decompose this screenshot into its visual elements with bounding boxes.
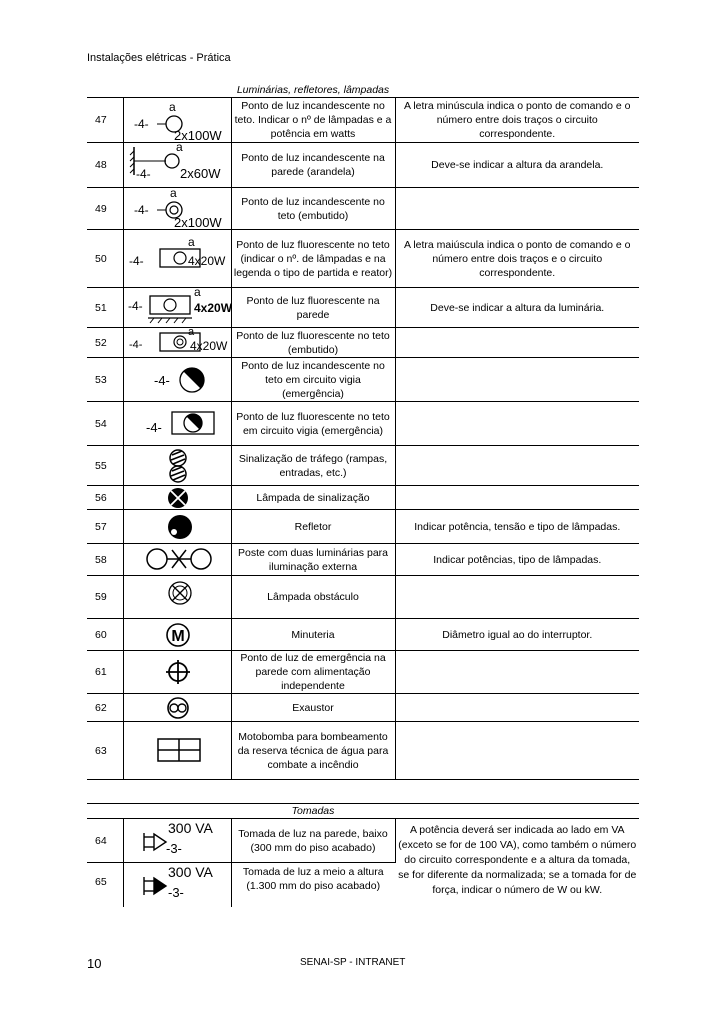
section-title: Luminárias, refletores, lâmpadas: [236, 84, 390, 96]
fluorescent-embedded-symbol: [123, 328, 231, 358]
table-row: 52 -4- a 4x20W Ponto de luz fluorescente no teto (embutido): [87, 328, 639, 358]
svg-text:M: M: [170, 628, 185, 645]
table-row: 55 Sinalização de tráfego (rampas, entradas, etc.): [87, 446, 639, 486]
table-row: 56 Lâmpada de sinalização: [87, 486, 639, 510]
svg-text:-3-: -3-: [167, 885, 184, 900]
signal-lamp-symbol: [123, 486, 231, 510]
svg-text:a: a: [187, 326, 194, 338]
table-row: 65 300 VA -3- Tomada de luz a meio a altura (1.300 mm do piso acabado): [87, 863, 639, 907]
svg-text:2x100W: 2x100W: [173, 128, 222, 143]
svg-text:2x100W: 2x100W: [173, 215, 222, 230]
table-row: 48 -4- a 2x60W Ponto de luz incandescente na parede (arandela) Deve-se indicar a altura da arandela.: [87, 143, 639, 188]
svg-text:300 VA: 300 VA: [167, 820, 213, 836]
incandescent-ceiling-symbol: [123, 98, 231, 143]
traffic-signal-symbol: [123, 446, 231, 486]
timer-switch-symbol: [123, 619, 231, 651]
outlet-low-symbol: [123, 819, 231, 863]
svg-text:-4-: -4-: [128, 339, 142, 351]
table-row: 50 -4- a 4x20W Ponto de luz fluorescente no teto (indicar o nº. de lâmpadas e na legenda o tipo de partida e reator) A letra maiúscula indica o ponto de comando e o número entre dois traços e o circuito correspondente.: [87, 230, 639, 288]
svg-text:4x20W: 4x20W: [189, 339, 227, 353]
table-row: 60 M Minuteria Diâmetro igual ao do interruptor.: [87, 619, 639, 651]
table-row: 61 Ponto de luz de emergência na parede com alimentação independente: [87, 651, 639, 694]
footer-source: SENAI-SP - INTRANET: [300, 957, 406, 968]
svg-text:4x20W: 4x20W: [187, 253, 225, 268]
svg-text:a: a: [168, 100, 176, 114]
table-row: 59 Lâmpada obstáculo: [87, 576, 639, 619]
table-row: 64 300 VA -3- Tomada de luz na parede, baixo (300 mm do piso acabado) A potência deverá ser indicada ao lado em VA (exceto se for de 100 VA), como também o número do circuito correspondente e a altura da tomada, se for diferente da normalizada; se a tomada for de força, indicar o número de W ou kW.: [87, 819, 639, 863]
fluorescent-emergency-symbol: [123, 402, 231, 446]
svg-text:-4-: -4-: [145, 420, 162, 435]
emergency-light-wall-symbol: [123, 651, 231, 694]
svg-text:300 VA: 300 VA: [167, 864, 213, 880]
fluorescent-ceiling-symbol: [123, 230, 231, 288]
outlet-mid-symbol: [123, 863, 231, 907]
svg-text:a: a: [187, 234, 195, 249]
table-row: 49 -4- a 2x100W Ponto de luz incandescente no teto (embutido): [87, 188, 639, 230]
svg-text:-4-: -4-: [127, 299, 143, 313]
incandescent-wall-symbol: [123, 140, 231, 188]
table-row: 47 -4- a 2x100W Ponto de luz incandescente no teto. Indicar o nº de lâmpadas e a potência em watts A letra minúscula indica o ponto de comando e o número entre dois traços o circuito correspondente.: [87, 98, 639, 143]
page-number: 10: [87, 956, 102, 971]
svg-text:-4-: -4-: [135, 167, 151, 181]
obstacle-lamp-symbol: [123, 576, 231, 619]
exhaust-fan-symbol: [123, 694, 231, 722]
svg-text:-4-: -4-: [133, 117, 149, 131]
symbols-table: [87, 83, 639, 907]
svg-text:2x60W: 2x60W: [179, 166, 220, 181]
svg-text:-4-: -4-: [133, 203, 149, 217]
table-row: 63 Motobomba para bombeamento da reserva técnica de água para combate a incêndio: [87, 722, 639, 780]
svg-text:4x20W: 4x20W: [193, 301, 232, 315]
svg-text:-4-: -4-: [128, 253, 144, 268]
incandescent-embedded-symbol: [123, 188, 231, 230]
table-row: 58 Poste com duas luminárias para iluminação externa Indicar potências, tipo de lâmpadas.: [87, 544, 639, 576]
fluorescent-wall-symbol: [123, 285, 232, 328]
table-row: 54 -4- Ponto de luz fluorescente no teto em circuito vigia (emergência): [87, 402, 639, 446]
page-header: Instalações elétricas - Prática: [87, 52, 231, 64]
pump-symbol: [123, 722, 231, 780]
incandescent-emergency-symbol: [123, 358, 231, 402]
table-row: 51 -4- a 4x20W Ponto de luz fluorescente na parede Deve-se indicar a altura da luminária.: [87, 288, 639, 328]
svg-text:-4-: -4-: [153, 373, 170, 388]
tomadas-observation: A potência deverá ser indicada ao lado em VA (exceto se for de 100 VA), como também o número do circuito correspondente e a altura da tomada, se for diferente da normalizada; se a tomada for de força, indicar o número de W ou kW.: [395, 819, 639, 907]
pole-two-luminaires-symbol: [123, 544, 231, 576]
svg-text:a: a: [175, 140, 183, 154]
svg-text:a: a: [193, 285, 201, 299]
svg-text:a: a: [169, 186, 177, 200]
table-row: 62 Exaustor: [87, 694, 639, 722]
table-row: 53 -4- Ponto de luz incandescente no teto em circuito vigia (emergência): [87, 358, 639, 402]
section-title: Tomadas: [231, 804, 395, 819]
reflector-symbol: [123, 510, 231, 544]
svg-text:-3-: -3-: [165, 841, 182, 856]
table-row: 57 Refletor Indicar potência, tensão e tipo de lâmpadas.: [87, 510, 639, 544]
